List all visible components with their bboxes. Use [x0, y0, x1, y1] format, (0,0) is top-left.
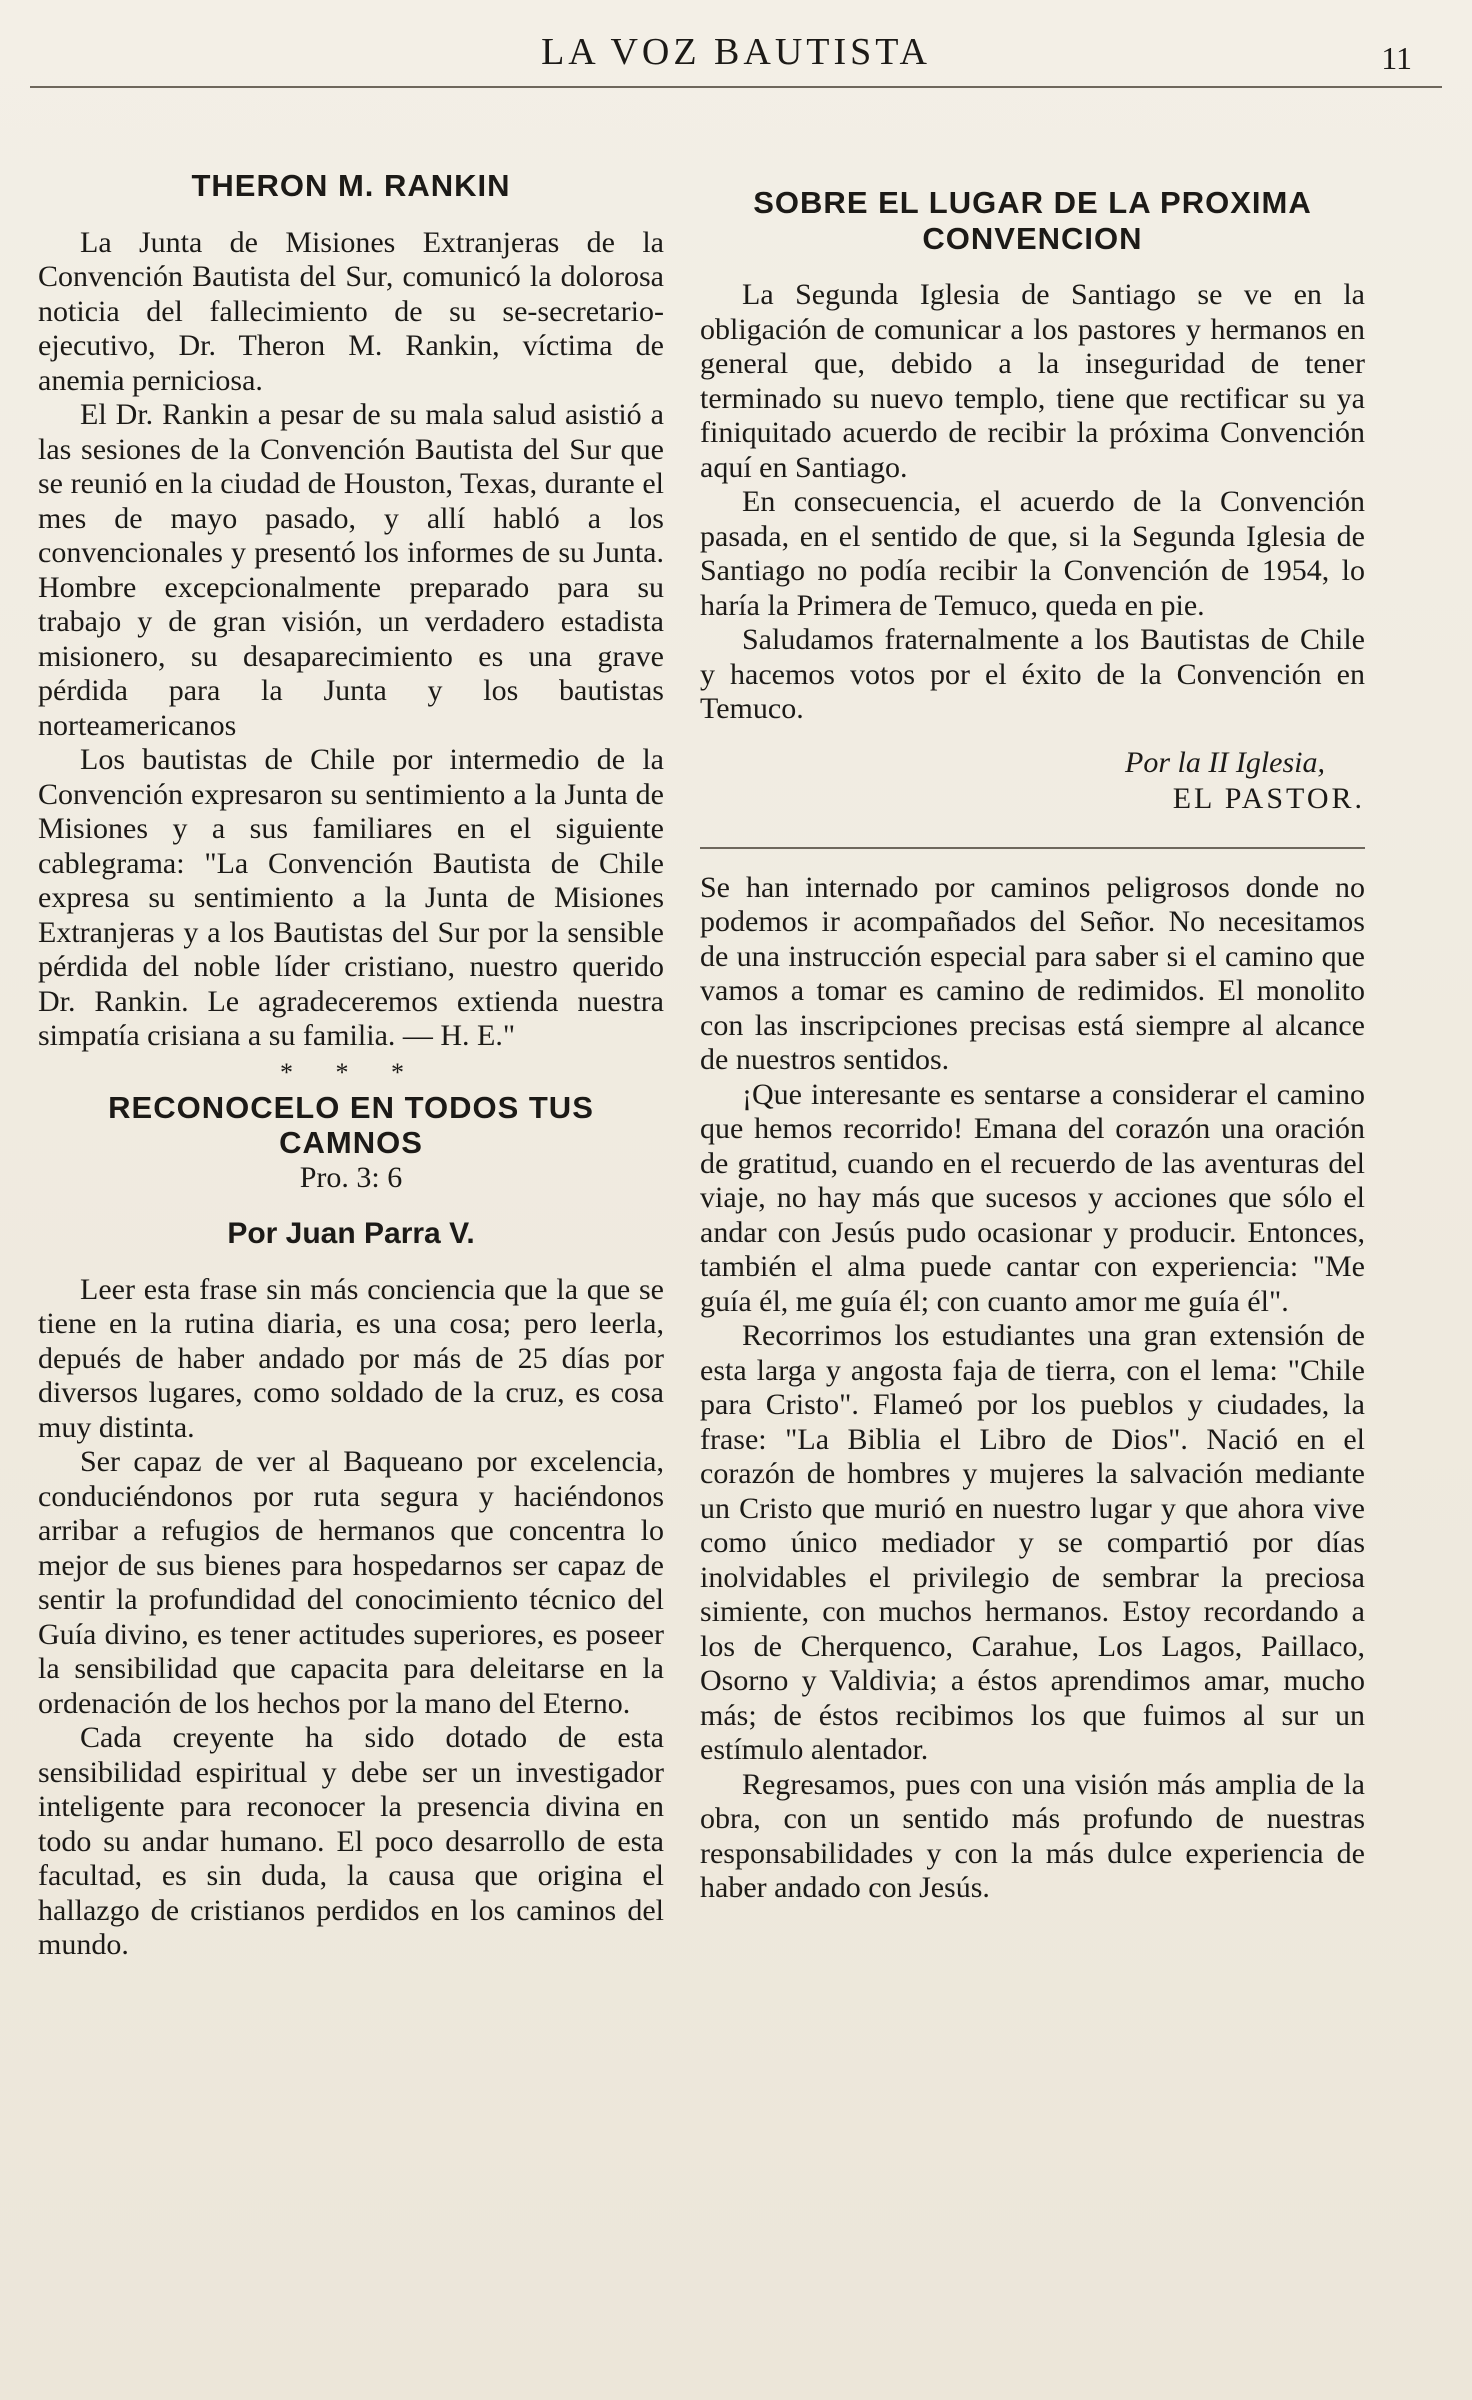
paragraph: Se han internado por caminos peligrosos donde no podemos ir acompañados del Señor. No necesitamos de una instrucción especial para saber si el camino que vamos a tomar es camino de redimidos. El monolito con las inscripciones precisas está siempre al alcance de nuestros sentidos. [700, 870, 1365, 1077]
paragraph: Regresamos, pues con una visión más amplia de la obra, con un sentido más profundo de nuestras responsabilidades y con la más dulce experiencia de haber andado con Jesús. [700, 1767, 1365, 1905]
paragraph: La Segunda Iglesia de Santiago se ve en la obligación de comunicar a los pastores y hermanos en general que, debido a la inseguridad de tener terminado su nuevo templo, tiene que rectificar su ya finiquitado acuerdo de recibir la próxima Convención aquí en Santiago. [700, 278, 1365, 484]
signature-pastor: EL PASTOR. [1172, 781, 1365, 815]
article-title-rankin: THERON M. RANKIN [191, 168, 511, 203]
page-number: 11 [1381, 40, 1412, 76]
paragraph: En consecuencia, el acuerdo de la Convención pasada, en el sentido de que, si la Segunda Iglesia de Santiago no podía recibir la Convención de 1954, lo haría la Primera de Temuco, queda en pie. [700, 485, 1365, 622]
column-rule [700, 847, 1365, 849]
paragraph: Saludamos fraternalmente a los Bautistas de Chile y hacemos votos por el éxito de la Convención en Temuco. [700, 623, 1365, 726]
article-title-convencion: SOBRE EL LUGAR DE LA PROXIMA CONVENCION [753, 185, 1312, 256]
article-author: Por Juan Parra V. [227, 1216, 475, 1250]
bible-reference: Pro. 3: 6 [299, 1160, 403, 1194]
paragraph: Recorrimos los estudiantes una gran extensión de esta larga y angosta faja de tierra, con el lema: "Chile para Cristo". Flameó por los pueblos y ciudades, la frase: "La Biblia el Libro de Dios". Nació en el corazón de hombres y mujeres la salvación mediante un Cristo que murió en nuestro lugar y que ahora vive como único mediador y se compartió por días inolvidables el privilegio de sembrar la preciosa simiente, con muchos hermanos. Estoy recordando a los de Cherquenco, Carahue, Los Lagos, Paillaco, Osorno y Valdivia; a éstos aprendimos amar, mucho más; de éstos recibimos los que fuimos al sur un estímulo alentador. [700, 1319, 1365, 1767]
paragraph: Leer esta frase sin más conciencia que la que se tiene en la rutina diaria, es una cosa; pero leerla, depués de haber andado por más de 25 días por diversos lugares, como soldado de la cruz, es cosa muy distinta. [38, 1272, 664, 1444]
header-rule [30, 86, 1442, 88]
right-column [700, 185, 1365, 1906]
publication-title: LA VOZ BAUTISTA [541, 31, 931, 73]
paragraph: El Dr. Rankin a pesar de su mala salud asistió a las sesiones de la Convención Bautista del Sur que se reunió en la ciudad de Houston, Texas, durante el mes de mayo pasado, y allí habló a los convencionales y presentó los informes de su Junta. Hombre excepcionalmente preparado para su trabajo y de gran visión, un verdadero estadista misionero, su desaparecimiento es una grave pérdida para la Junta y los bautistas norteamericanos [38, 398, 664, 742]
paragraph: La Junta de Misiones Extranjeras de la Convención Bautista del Sur, comunicó la dolorosa noticia del fallecimiento de su se-secretario-ejecutivo, Dr. Theron M. Rankin, víctima de anemia perniciosa. [38, 225, 664, 397]
paragraph: Cada creyente ha sido dotado de esta sensibilidad espiritual y debe ser un investigador inteligente para reconocer la presencia divina en todo su andar humano. El poco desarrollo de esta facultad, es sin duda, la causa que origina el hallazgo de cristianos perdidos en los caminos del mundo. [38, 1721, 664, 1962]
paragraph: Los bautistas de Chile por intermedio de la Convención expresaron su sentimiento a la Junta de Misiones y a sus familiares en el siguiente cablegrama: "La Convención Bautista de Chile expresa su sentimiento a la Junta de Misiones Extranjeras y a los Bautistas del Sur por la sensible pérdida del noble líder cristiano, nuestro querido Dr. Rankin. Le agradeceremos extienda nuestra simpatía crisiana a su familia. — H. E." [38, 743, 664, 1053]
section-separator: * * * [280, 1057, 422, 1087]
paragraph: ¡Que interesante es sentarse a considerar el camino que hemos recorrido! Emana del corazón una oración de gratitud, cuando en el recuerdo de las aventuras del viaje, no hay más que sucesos y acciones que sólo el andar con Jesús pudo ocasionar y producir. Entonces, también el alma puede cantar con experiencia: "Me guía él, me guía él; con cuanto amor me guía él". [700, 1077, 1365, 1318]
left-column [38, 150, 664, 1963]
paragraph: Ser capaz de ver al Baqueano por excelencia, conduciéndonos por ruta segura y haciéndonos arribar a refugios de hermanos que concentra lo mejor de sus bienes para hospedarnos ser capaz de sentir la profundidad del conocimiento técnico del Guía divino, es tener actitudes superiores, es poseer la sensibilidad que capacita para deleitarse en la ordenación de los hechos por la mano del Eterno. [38, 1445, 664, 1720]
signature-church: Por la II Iglesia, [1125, 745, 1325, 779]
page-header [30, 22, 1442, 82]
article-title-reconocelo: RECONOCELO EN TODOS TUS CAMNOS [108, 1089, 594, 1161]
